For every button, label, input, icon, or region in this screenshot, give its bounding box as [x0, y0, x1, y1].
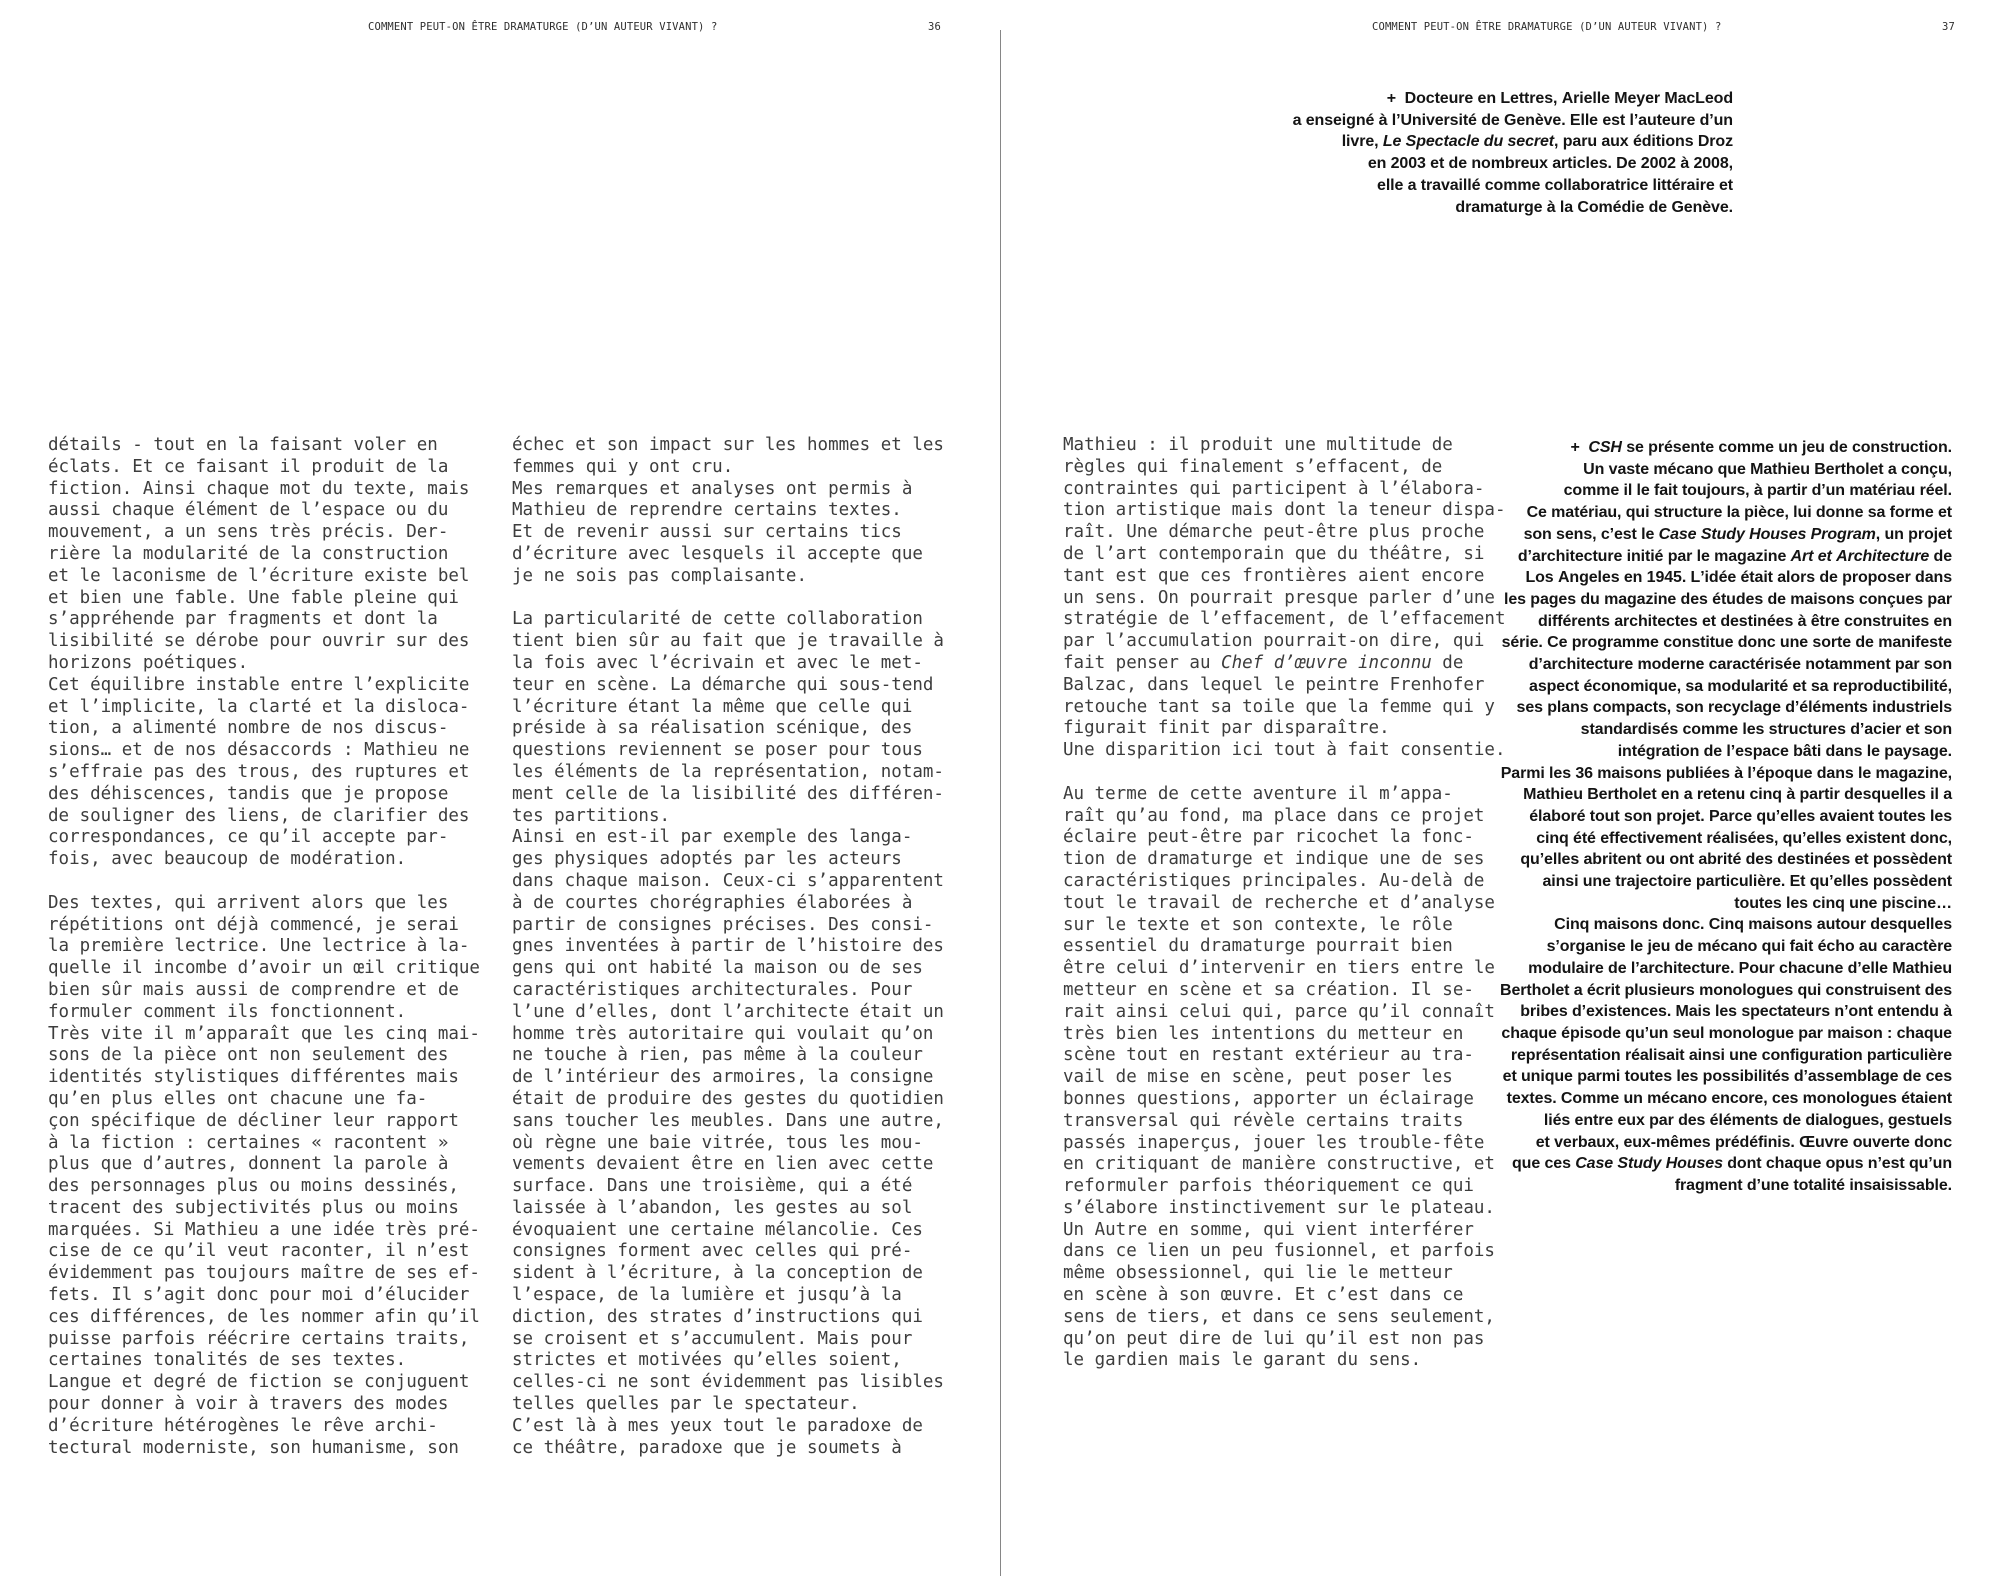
- running-head-right: COMMENT PEUT-ON ÊTRE DRAMATURGE (D’UN AUTEUR VIVANT) ?: [1372, 21, 1722, 33]
- gutter-divider-line: [1000, 30, 1001, 1576]
- left-page-column-1: détails - tout en la faisant voler en éclats. Et ce faisant il produit de la fiction. Ainsi chaque mot du texte, mais aussi chaque élément de l’espace ou du mouvement, a un sens très précis. Der- rière la modularité de la construction et le laconisme de l’écriture existe bel et bien une fable. Une fable pleine qui s’appréhende par fragments et dont la lisibilité se dérobe pour ouvrir sur des horizons poétiques. Cet équilibre instable entre l’explicite et l’implicite, la clarté et la disloca- tion, a alimenté nombre de nos discus- sions… et de nos désaccords : Mathieu ne s’effraie pas des trous, des ruptures et des déhiscences, tandis que je propose de souligner des liens, de clarifier des correspondances, ce qu’il accepte par- fois, avec beaucoup de modération. Des textes, qui arrivent alors que les répétitions ont déjà commencé, je serai la première lectrice. Une lectrice à la- quelle il incombe d’avoir un œil critique bien sûr mais aussi de comprendre et de formuler comment ils fonctionnent. Très vite il m’apparaît que les cinq mai- sons de la pièce ont non seulement des identités stylistiques différentes mais qu’en plus elles ont chacune une fa- çon spécifique de décliner leur rapport à la fiction : certaines « racontent » plus que d’autres, donnent la parole à des personnages plus ou moins dessinés, tracent des subjectivités plus ou moins marquées. Si Mathieu a une idée très pré- cise de ce qu’il veut raconter, il n’est évidemment pas toujours maître de ses ef- fets. Il s’agit donc pour moi d’élucider ces différences, de les nommer afin qu’il puisse parfois réécrire certains traits, certaines tonalités de ses textes. Langue et degré de fiction se conjuguent pour donner à voir à travers des modes d’écriture hétérogènes le rêve archi- tectural moderniste, son humanisme, son: [48, 435, 480, 1458]
- left-page-column-2: échec et son impact sur les hommes et les femmes qui y ont cru. Mes remarques et analyses ont permis à Mathieu de reprendre certains textes. Et de revenir aussi sur certains tics d’écriture avec lesquels il accepte que je ne sois pas complaisante. La particularité de cette collaboration tient bien sûr au fait que je travaille à la fois avec l’écrivain et avec le met- teur en scène. La démarche qui sous-tend l’écriture étant la même que celle qui préside à sa réalisation scénique, des questions reviennent se poser pour tous les éléments de la représentation, notam- ment celle de la lisibilité des différen- tes partitions. Ainsi en est-il par exemple des langa- ges physiques adoptés par les acteurs dans chaque maison. Ceux-ci s’apparentent à de courtes chorégraphies élaborées à partir de consignes précises. Des consi- gnes inventées à partir de l’histoire des gens qui ont habité la maison ou de ses caractéristiques architecturales. Pour l’une d’elles, dont l’architecte était un homme très autoritaire qui voulait qu’on ne touche à rien, pas même à la couleur de l’intérieur des armoires, la consigne était de produire des gestes du quotidien sans toucher les meubles. Dans une autre, où règne une baie vitrée, tous les mou- vements devaient être en lien avec cette surface. Dans une troisième, qui a été laissée à l’abandon, les gestes au sol évoquaient une certaine mélancolie. Ces consignes forment avec celles qui pré- sident à l’écriture, à la conception de l’espace, de la lumière et jusqu’à la diction, des strates d’instructions qui se croisent et s’accumulent. Mais pour strictes et motivées qu’elles soient, celles-ci ne sont évidemment pas lisibles telles quelles par le spectateur. C’est là à mes yeux tout le paradoxe de ce théâtre, paradoxe que je soumets à: [512, 435, 944, 1458]
- running-head-left: COMMENT PEUT-ON ÊTRE DRAMATURGE (D’UN AUTEUR VIVANT) ?: [368, 21, 718, 33]
- right-page-column-2-note: + CSH se présente comme un jeu de construction. Un vaste mécano que Mathieu Bertholet a conçu, comme il le fait toujours, à partir d’un matériau réel. Ce matériau, qui structure la pièce, lui donne sa forme et son sens, c’est le Case Study Houses Program, un projet d’architecture initié par le magazine Art et Architecture de Los Angeles en 1945. L’idée était alors de proposer dans les pages du magazine des études de maisons conçues par différents architectes et destinées à être construites en série. Ce programme constitue donc une sorte de manifeste d’architecture moderne caractérisée notamment par son aspect économique, sa modularité et sa reproductibilité, ses plans compacts, son recyclage d’éléments industriels standardisés comme les structures d’acier et son intégration de l’espace bâti dans le paysage. Parmi les 36 maisons publiées à l’époque dans le magazine, Mathieu Bertholet en a retenu cinq à partir desquelles il a élaboré tout son projet. Parce qu’elles avaient toutes les cinq été effectivement réalisées, qu’elles existent donc, qu’elles abritent ou ont abrité des destinées et possèdent ainsi une trajectoire particulière. Et qu’elles possèdent toutes les cinq une piscine… Cinq maisons donc. Cinq maisons autour desquelles s’organise le jeu de mécano qui fait écho au caractère modulaire de l’architecture. Pour chacune d’elle Mathieu Bertholet a écrit plusieurs monologues qui construisent des bribes d’existences. Mais les spectateurs n’ont entendu à chaque épisode qu’un seul monologue par maison : chaque représentation réalisait ainsi une configuration particulière et unique parmi toutes les possibilités d’assemblage de ces textes. Comme un mécano encore, ces monologues étaient liés entre eux par des éléments de dialogues, gestuels et verbaux, eux-mêmes prédéfinis. Œuvre ouverte donc que ces Case Study Houses dont chaque opus n’est qu’un fragment d’une totalité insaisissable.: [1500, 439, 1952, 1194]
- author-bio-note: + Docteure en Lettres, Arielle Meyer MacLeod a enseigné à l’Université de Genève. Elle est l’auteure d’un livre, Le Spectacle du secret, paru aux éditions Droz en 2003 et de nombreux articles. De 2002 à 2008, elle a travaillé comme collaboratrice littéraire et dramaturge à la Comédie de Genève.: [1292, 90, 1733, 216]
- right-page-column-1: Mathieu : il produit une multitude de règles qui finalement s’effacent, de contraintes qui participent à l’élabora- tion artistique mais dont la teneur dispa- raît. Une démarche peut-être plus proche de l’art contemporain que du théâtre, si tant est que ces frontières aient encore un sens. On pourrait presque parler d’une stratégie de l’effacement, de l’effacement par l’accumulation pourrait-on dire, qui fait penser au Chef d’œuvre inconnu de Balzac, dans lequel le peintre Frenhofer retouche tant sa toile que la femme qui y figurait finit par disparaître. Une disparition ici tout à fait consentie. Au terme de cette aventure il m’appa- raît qu’au fond, ma place dans ce projet éclaire peut-être par ricochet la fonc- tion de dramaturge et indique une de ses caractéristiques principales. Au-delà de tout le travail de recherche et d’analyse sur le texte et son contexte, le rôle essentiel du dramaturge pourrait bien être celui d’intervenir en tiers entre le metteur en scène et sa création. Il se- rait ainsi celui qui, parce qu’il connaît très bien les intentions du metteur en scène tout en restant extérieur au tra- vail de mise en scène, peut poser les bonnes questions, apporter un éclairage transversal qui révèle certains traits passés inaperçus, jouer les trouble-fête en critiquant de manière constructive, et reformuler parfois théoriquement ce qui s’élabore instinctivement sur le plateau. Un Autre en somme, qui vient interférer dans ce lien un peu fusionnel, et parfois même obsessionnel, qui lie le metteur en scène à son œuvre. Et c’est dans ce sens de tiers, et dans ce sens seulement, qu’on peut dire de lui qu’il est non pas le gardien mais le garant du sens.: [1063, 435, 1506, 1371]
- page-number-right: 37: [1942, 21, 1955, 33]
- page-number-left: 36: [928, 21, 941, 33]
